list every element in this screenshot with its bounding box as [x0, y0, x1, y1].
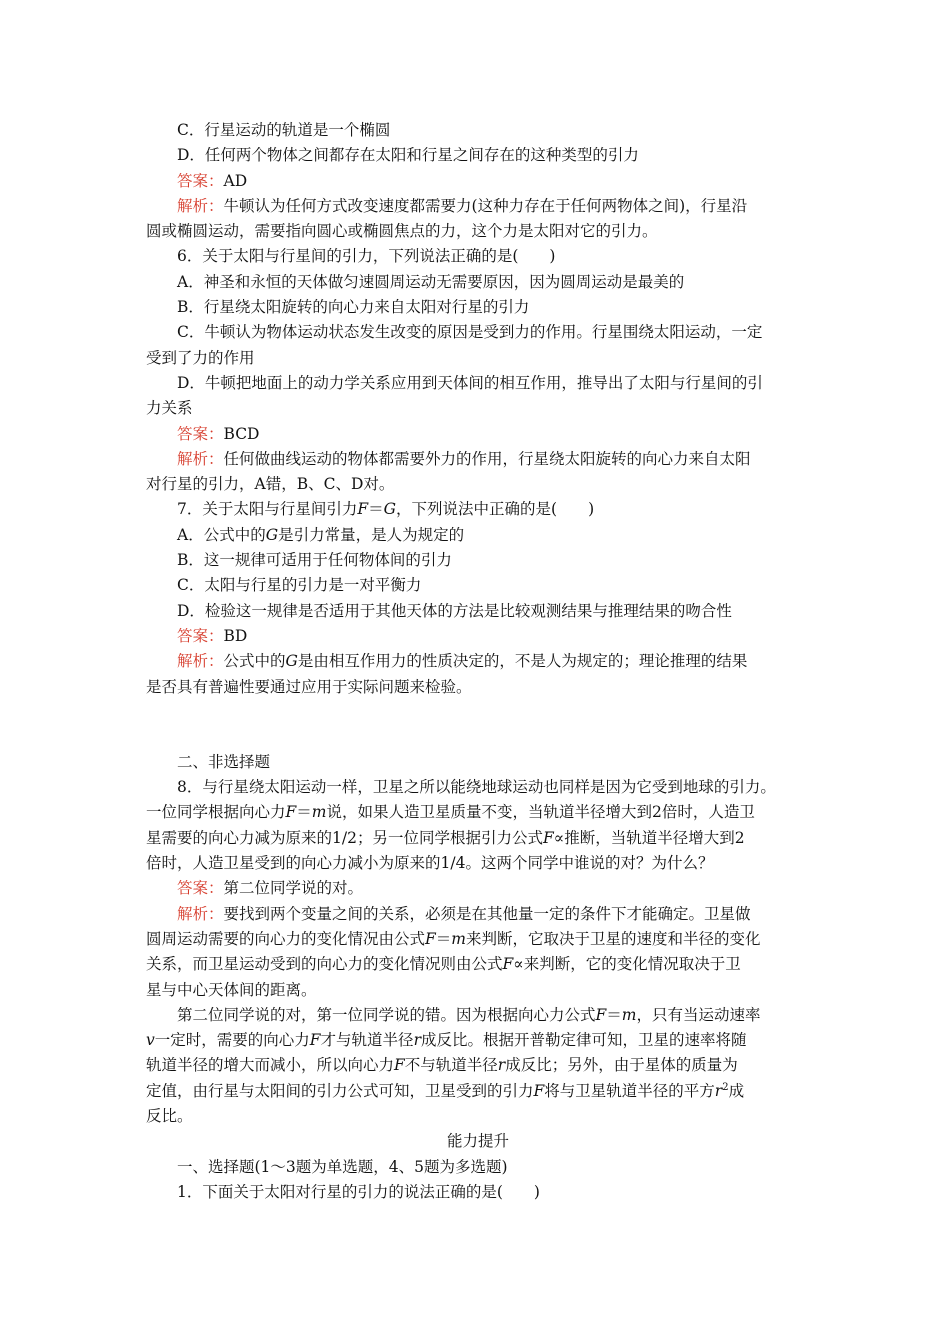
equals-sign: ＝ — [368, 500, 384, 519]
q8-stem-line-3 — [146, 826, 810, 851]
para-text: 第二位同学说的对，第一位同学说的错。因为根据向心力公式 — [177, 1005, 596, 1024]
analysis-text: 来判断，它的变化情况取决于卫 — [523, 955, 741, 974]
q5-answer — [146, 169, 810, 194]
var-g: G — [265, 525, 279, 544]
q6-analysis-line-1 — [146, 447, 810, 472]
analysis-label: 解析： — [177, 904, 224, 923]
answer-label: 答案： — [177, 424, 224, 443]
q6-option-c-line-1: C．牛顿认为物体运动状态发生改变的原因是受到力的作用。行星围绕太阳运动，一定 — [177, 323, 763, 342]
analysis-label: 解析： — [177, 196, 224, 215]
q8-analysis-line-2 — [146, 927, 810, 952]
stem-text: 7．关于太阳与行星间引力 — [177, 500, 358, 519]
q6-option-d-line-1: D．牛顿把地面上的动力学关系应用到天体间的相互作用，推导出了太阳与行星间的引 — [177, 373, 763, 392]
analysis-text: 是由相互作用力的性质决定的，不是人为规定的；理论推理的结果 — [297, 652, 748, 671]
para-text: 一定时，需要的向心力 — [154, 1031, 310, 1050]
option-text: A．公式中的 — [177, 525, 266, 544]
q8-para2-line-4 — [146, 1079, 810, 1104]
var-f: F — [357, 500, 369, 519]
ability-q1-stem: 1．下面关于太阳对行星的引力的说法正确的是( ) — [177, 1182, 540, 1201]
var-f: F — [394, 1056, 405, 1075]
var-f: F — [595, 1005, 607, 1024]
q6-option-d-line-2: 力关系 — [146, 399, 193, 418]
var-r: r — [497, 1056, 506, 1075]
answer-value: 第二位同学说的对。 — [223, 879, 364, 898]
equals-sign: ＝ — [435, 929, 452, 948]
q5-analysis-line-2: 圆或椭圆运动，需要指向圆心或椭圆焦点的力，这个力是太阳对它的引力。 — [146, 222, 658, 241]
para-text: 成反比。根据开普勒定律可知，卫星的速率将随 — [420, 1031, 747, 1050]
q6-answer — [146, 422, 810, 447]
q5-analysis-line-1 — [146, 194, 810, 219]
stem-text: 说，如果人造卫星质量不变，当轨道半径增大到2倍时，人造卫 — [326, 803, 755, 822]
q7-option-c: C．太阳与行星的引力是一对平衡力 — [177, 576, 422, 595]
stem-text: 一位同学根据向心力 — [146, 803, 286, 822]
stem-text: 星需要的向心力减为原来的1/2；另一位同学根据引力公式 — [146, 828, 543, 847]
answer-value: AD — [223, 171, 248, 190]
var-m: m — [451, 929, 466, 948]
q8-para2-line-5: 反比。 — [146, 1106, 193, 1125]
q8-answer — [146, 876, 810, 901]
var-f: F — [285, 803, 297, 822]
q7-option-a — [146, 523, 810, 548]
analysis-text: 圆周运动需要的向心力的变化情况由公式 — [146, 929, 426, 948]
analysis-text: 要找到两个变量之间的关系，必须是在其他量一定的条件下才能确定。卫星做 — [223, 904, 751, 923]
ability-title: 能力提升 — [446, 1132, 509, 1151]
q7-answer — [146, 624, 810, 649]
q8-analysis-line-1 — [146, 902, 810, 927]
ability-section-1: 一、选择题(1～3题为单选题，4、5题为多选题) — [177, 1157, 508, 1176]
equals-sign: ＝ — [296, 803, 312, 822]
answer-label: 答案： — [177, 626, 224, 645]
analysis-text: 来判断，它取决于卫星的速度和半径的变化 — [466, 929, 761, 948]
var-g: G — [285, 652, 298, 671]
superscript-2: 2 — [722, 1081, 729, 1093]
var-r: r — [413, 1031, 421, 1050]
q8-para2-line-2 — [146, 1028, 810, 1053]
analysis-label: 解析： — [177, 449, 224, 468]
q8-para2-line-3 — [146, 1053, 810, 1078]
proportional-sign: ∝ — [553, 828, 565, 847]
para-text: 不与轨道半径 — [404, 1056, 498, 1075]
var-g: G — [383, 500, 397, 519]
var-r: r — [714, 1081, 723, 1100]
proportional-sign: ∝ — [513, 955, 524, 974]
var-v: v — [146, 1031, 155, 1050]
q7-option-b: B．这一规律可适用于任何物体间的引力 — [177, 551, 452, 570]
q7-stem — [146, 497, 810, 522]
var-m: m — [311, 803, 327, 822]
q8-stem-line-4: 倍时，人造卫星受到的向心力减小为原来的1/4。这两个同学中谁说的对？为什么？ — [146, 854, 714, 873]
section-2-title: 二、非选择题 — [177, 752, 271, 771]
para-text: 将与卫星轨道半径的平方 — [544, 1081, 715, 1100]
var-f: F — [425, 929, 436, 948]
q8-para2-line-1 — [146, 1003, 810, 1028]
para-text: 轨道半径的增大而减小，所以向心力 — [146, 1056, 395, 1075]
equals-sign: ＝ — [606, 1005, 622, 1024]
q6-analysis-line-2: 对行星的引力，A错，B、C、D对。 — [146, 475, 395, 494]
var-m: m — [621, 1005, 637, 1024]
analysis-text: 公式中的 — [223, 652, 286, 671]
answer-value: BD — [223, 626, 248, 645]
q8-analysis-line-3 — [146, 952, 810, 977]
var-f: F — [542, 828, 554, 847]
q8-stem-line-1: 8．与行星绕太阳运动一样，卫星之所以能绕地球运动也同样是因为它受到地球的引力。 — [177, 778, 776, 797]
analysis-text: 关系，而卫星运动受到的向心力的变化情况则由公式 — [146, 955, 503, 974]
stem-text: ，下列说法中正确的是( ) — [396, 500, 595, 519]
var-f: F — [533, 1081, 545, 1100]
para-text: 定值，由行星与太阳间的引力公式可知，卫星受到的引力 — [146, 1081, 534, 1100]
q6-option-a: A．神圣和永恒的天体做匀速圆周运动无需要原因，因为圆周运动是最美的 — [177, 272, 685, 291]
q6-option-c-line-2: 受到了力的作用 — [146, 348, 255, 367]
option-text: 是引力常量，是人为规定的 — [278, 525, 465, 544]
var-f: F — [309, 1031, 321, 1050]
analysis-label: 解析： — [177, 652, 224, 671]
q7-analysis-line-2: 是否具有普遍性要通过应用于实际问题来检验。 — [146, 677, 472, 696]
answer-value: BCD — [223, 424, 260, 443]
analysis-text: 牛顿认为任何方式改变速度都需要力(这种力存在于任何两物体之间)，行星沿 — [223, 196, 748, 215]
document-page — [146, 118, 810, 1205]
para-text: 成反比；另外，由于星体的质量为 — [505, 1056, 738, 1075]
var-f: F — [502, 955, 514, 974]
answer-label: 答案： — [177, 879, 224, 898]
q8-stem-line-2 — [146, 800, 810, 825]
q7-analysis-line-1 — [146, 649, 810, 674]
section-spacer — [146, 700, 810, 750]
analysis-text: 任何做曲线运动的物体都需要外力的作用，行星绕太阳旋转的向心力来自太阳 — [223, 449, 751, 468]
q6-option-b: B．行星绕太阳旋转的向心力来自太阳对行星的引力 — [177, 298, 530, 317]
q8-analysis-line-4: 星与中心天体间的距离。 — [146, 980, 317, 999]
para-text: 成 — [728, 1081, 745, 1100]
stem-text: 推断，当轨道半径增大到2 — [564, 828, 745, 847]
answer-label: 答案： — [177, 171, 224, 190]
para-text: ，只有当运动速率 — [636, 1005, 761, 1024]
q7-option-d: D．检验这一规律是否适用于其他天体的方法是比较观测结果与推理结果的吻合性 — [177, 601, 732, 620]
para-text: 才与轨道半径 — [320, 1031, 414, 1050]
q6-stem: 6．关于太阳与行星间的引力，下列说法正确的是( ) — [177, 247, 556, 266]
q5-option-c: C．行星运动的轨道是一个椭圆 — [177, 121, 391, 139]
q5-option-d: D．任何两个物体之间都存在太阳和行星之间存在的这种类型的引力 — [177, 146, 639, 165]
